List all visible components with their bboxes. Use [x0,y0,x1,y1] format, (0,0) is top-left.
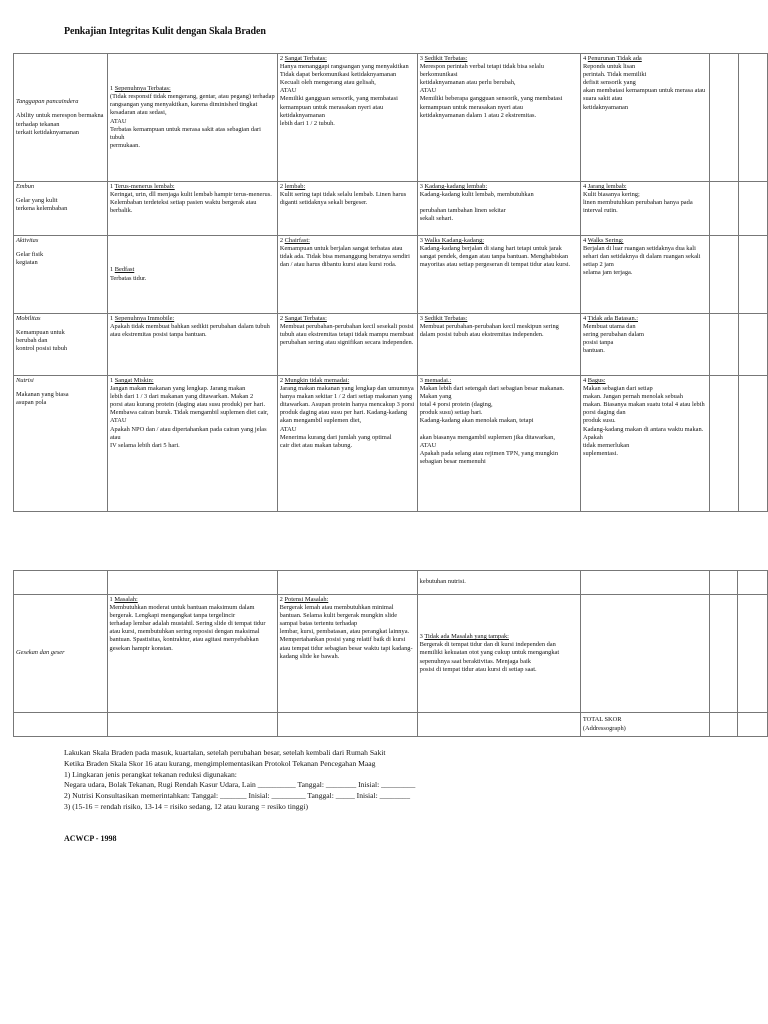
score-cell [580,314,709,376]
score-description: Merespon perintah verbal tetapi tidak bisa selalu berkomunikasi ketidaknyamanan atau perlu berubah, ATAU Memiliki beberapa gangguan sensorik, yang membatasi kemampuan untuk merasakan nyeri atau ketidaknyamanan dalam 1 atau 2 ekstremitas. [419,63,563,119]
empty-cell [580,595,709,713]
score-entry-cell[interactable] [738,236,767,314]
score-cell [417,182,580,236]
score-number: 4 [582,377,587,384]
score-number: 3 [419,55,423,62]
score-number: 1 [109,596,113,603]
score-number: 1 [109,85,114,93]
score-number: 3 [419,633,423,641]
category-name: Mobilitas [16,315,41,322]
score-cell [580,182,709,236]
score-heading: Tidak ada Masalah yang tampak: [424,633,509,641]
category-cell [14,376,108,512]
category-name: Tanggapan pancaindera [16,98,79,106]
score-cell [107,595,277,713]
score-cell [107,314,277,376]
score-description: Jarang makan makanan yang lengkap dan umumnya hanya makan sekitar 1 / 2 dari setiap makanan yang ditawarkan. Asupan protein hanya mencakup 3 porsi produk daging atau susu per hari. Kadang-kadang akan mengambil suplemen diet, ATAU Menerima kurang dari jumlah yang optimal cair diet atau makan tabung. [279,385,415,449]
score-heading: Walks Sering: [587,237,624,244]
braden-scale-table [13,53,768,512]
score-description: Kulit biasanya kering; linen membutuhkan perubahan hanya pada interval rutin. [582,191,693,215]
score-number: 1 [109,315,114,322]
category-name: Nutrisi [16,377,34,384]
category-name: Gesekan dan geser [16,649,65,657]
category-cell [14,236,108,314]
score-heading: Potensi Masalah: [284,596,329,603]
score-cell [277,376,417,512]
score-heading: Mungkin tidak memadai: [284,377,350,384]
score-description: Apakah tidak membuat bahkan sedikit perubahan dalam tubuh atau ekstremitas posisi tanpa bantuan. [109,323,270,339]
score-description: Membuat utama dan sering perubahan dalam posisi tanpa bantuan. [582,323,645,355]
score-heading: Sangat Terbatas: [284,55,327,62]
empty-cell [277,713,417,737]
table-row [14,376,768,512]
score-number: 3 [419,315,423,322]
empty-cell [417,713,580,737]
score-heading: Sedikit Terbatas: [424,55,468,62]
score-entry-cell[interactable] [710,571,738,595]
score-description: Berjalan di luar ruangan setidaknya dua kali sehari dan setidaknya di dalam ruangan sekali setiap 2 jam selama jam terjaga. [582,245,701,277]
score-number: 2 [279,55,284,62]
score-cell [580,54,709,182]
score-description: Kadang-kadang kulit lembab, membutuhkan perubahan tambahan linen sekitar sekali sehari. [419,191,534,223]
score-heading: Sangat Terbatas: [284,315,327,322]
table-row [14,54,768,182]
carry-over-text: kebutuhan nutrisi. [417,571,580,595]
score-cell [417,54,580,182]
score-heading: Penurunan Tidak ada [587,55,642,62]
score-heading: Tidak ada Batasan.: [587,315,639,322]
category-description: Makanan yang biasa asupan pola [16,391,69,407]
score-entry-cell[interactable] [738,595,768,713]
score-number: 1 [109,266,114,274]
score-heading: Walks Kadang-kadang: [424,237,485,244]
table-row [14,236,768,314]
score-entry-cell[interactable] [710,595,738,713]
category-cell [14,54,108,182]
score-cell [417,314,580,376]
score-number: 4 [582,183,587,190]
empty-cell [107,571,277,595]
score-number: 2 [279,237,284,244]
score-heading: Masalah: [114,596,138,603]
document-footer: ACWCP - 1998 [64,834,117,843]
score-entry-cell[interactable] [738,314,767,376]
instruction-line: 2) Nutrisi Konsultasikan memerintahkan: Tanggal: _______ Inisial: _________ Tanggal: _____ Inisial: ________ [64,791,411,801]
score-description: Reponds untuk lisan perintah. Tidak memiliki defisit sensorik yang akan membatasi kemampuan untuk merasa atau suara sakit atau ketidaknyamanan [582,63,706,111]
empty-cell [277,571,417,595]
total-score-cell [580,713,709,737]
score-description: Membutuhkan moderat untuk bantuan maksimum dalam bergerak. Lengkapi mengangkat tanpa tergelincir terhadap lembar adalah mustahil. Sering slide di tempat tidur atau kursi, membutuhkan sering reposisi dengan maksimal bantuan. Spastisitas, kontraktur, atau agitasi menyebabkan gesekan hampir konstan. [109,604,266,652]
score-number: 4 [582,237,587,244]
score-entry-cell[interactable] [738,54,767,182]
score-description: Keringat, urin, dll menjaga kulit lembab hampir terus-menerus. Kelembaban terdeteksi setiap pasien waktu bergerak atau berbalik. [109,191,272,215]
score-description: Hanya menanggapi rangsangan yang menyakitkan Tidak dapat berkomunikasi ketidaknyamanan Kecuali oleh mengerang atau gelisah, ATAU Memiliki gangguan sensorik, yang membatasi kemampuan untuk merasakan nyeri atau ketidaknyamanan lebih dari 1 / 2 tubuh. [279,63,409,127]
score-heading: Sepenuhnya Immobile: [114,315,175,322]
score-entry-cell[interactable] [738,571,768,595]
score-description: Kulit sering tapi tidak selalu lembab. Linen harus diganti setidaknya sekali bergeser. [279,191,407,207]
total-score-entry[interactable] [710,713,738,737]
table-row [14,713,768,737]
table-row [14,571,768,595]
table-row [14,182,768,236]
score-number: 3 [419,237,423,244]
score-cell [277,236,417,314]
score-number: 2 [279,596,283,603]
instruction-line: 3) (15-16 = rendah risiko, 13-14 = risiko sedang, 12 atau kurang = resiko tinggi) [64,801,308,811]
score-number: 1 [109,183,114,190]
instructions-block [64,748,415,813]
score-description: Makan sebagian dari setiap makan. Jangan pernah menolak sebuah makan. Biasanya makan suatu total 4 atau lebih porsi daging dan produk susu. Kadang-kadang makan di antara waktu makan. Apakah tidak memerlukan suplementasi. [582,385,705,457]
category-cell [14,595,108,713]
score-description: Terbatas tidur. [109,274,147,282]
score-description: (Tidak responsif tidak mengerang, gentar, atau pegang) terhadap rangsangan yang menyakitkan, karena diminished tingkat kesadaran atau sedasi, ATAU Terbatas kemampuan untuk merasa sakit atas sebagian dari tubuh permukaan. [109,93,275,149]
total-score-label: TOTAL SKOR [582,716,622,724]
empty-cell [14,713,108,737]
total-score-entry[interactable] [738,713,768,737]
score-number: 2 [279,377,284,384]
score-cell [580,236,709,314]
score-heading: Sedikit Terbatas: [424,315,468,322]
score-entry-cell[interactable] [710,236,738,314]
score-number: 2 [279,315,284,322]
score-cell [277,54,417,182]
category-cell [14,182,108,236]
score-heading: Bagus: [587,377,606,384]
category-name: Aktivitas [16,237,39,244]
score-entry-cell[interactable] [738,182,767,236]
score-description: Membuat perubahan-perubahan kecil sesekali posisi tubuh atau ekstremitas tetapi tidak mampu membuat perubahan sering atau signifikan secara independen. [279,323,414,347]
category-cell [14,314,108,376]
score-description: Kadang-kadang berjalan di siang hari tetapi untuk jarak sangat pendek, dengan atau tanpa bantuan. Menghabiskan mayoritas atau setiap pergeseran di tempat tidur atau kursi. [419,245,571,269]
braden-scale-table-continued [13,570,768,737]
score-cell [277,314,417,376]
score-heading: Terus-menerus lembab: [114,183,175,190]
score-cell [580,376,709,512]
score-number: 4 [582,55,587,62]
addressograph-label: (Addressograph) [582,724,626,732]
score-heading: Kadang-kadang lembab: [424,183,488,190]
score-description: Kemampuan untuk berjalan sangat terbatas atau tidak ada. Tidak bisa menanggung beratnya sendiri dan / atau harus dibantu kursi atau kursi roda. [279,245,410,269]
score-heading: Sepenuhnya Terbatas: [114,85,171,93]
score-number: 2 [279,183,284,190]
score-number: 3 [419,377,423,384]
score-cell [417,595,580,713]
score-cell [417,236,580,314]
score-heading: Sangat Miskin: [114,377,154,384]
score-cell [277,595,417,713]
empty-cell [107,713,277,737]
score-heading: Chairfast: [284,237,310,244]
category-description: Gelar yang kulit terkena kelembaban [16,197,68,213]
score-heading: memadai.: [424,377,452,384]
category-name: Embun [16,183,35,190]
page-title: Penkajian Integritas Kulit dengan Skala Braden [64,26,266,37]
score-number: 3 [419,183,423,190]
score-cell [107,182,277,236]
score-number: 1 [109,377,114,384]
score-description: Makan lebih dari setengah dari sebagian besar makanan. Makan yang total 4 porsi protein (daging, produk susu) setiap hari. Kadang-kadang akan menolak makan, tetapi akan biasanya mengambil suplemen jika ditawarkan, ATAU Apakah pada selang atau rejimen TPN, yang mungkin sebagian besar memenuhi [419,385,565,465]
category-description: Ability untuk merespon bermakna terhadap tekanan terkait ketidaknyamanan [16,112,104,136]
table-row [14,595,768,713]
score-description: Bergerak di tempat tidur dan di kursi independen dan memiliki kekuatan otot yang cukup untuk mengangkat sepenuhnya saat beraktivitas. Menjaga baik posisi di tempat tidur atau kursi di setiap saat. [419,641,560,673]
instruction-line: Negara udara, Bolak Tekanan, Rugi Rendah Kasur Udara, Lain __________ Tanggal: ________ Inisial: _________ [64,780,416,790]
table-row [14,314,768,376]
score-cell [107,376,277,512]
empty-cell [14,571,108,595]
empty-cell [580,571,709,595]
score-entry-cell[interactable] [710,182,738,236]
score-cell [417,376,580,512]
score-description: Membuat perubahan-perubahan kecil meskipun sering dalam posisi tubuh atau ekstremitas independen. [419,323,559,339]
instruction-line: 1) Lingkaran jenis perangkat tekanan reduksi digunakan: [64,769,237,779]
score-cell [277,182,417,236]
score-entry-cell[interactable] [710,54,738,182]
score-cell [107,54,277,182]
score-heading: Jarang lembab: [587,183,627,190]
score-description: Jangan makan makanan yang lengkap. Jarang makan lebih dari 1 / 3 dari makanan yang ditawarkan. Makan 2 porsi atau kurang protein (daging atau susu produk) per hari. Membawa cairan buruk. Tidak mengambil suplemen diet cair, ATAU Apakah NPO dan / atau dipertahankan pada cairan yang jelas atau IV selama lebih dari 5 hari. [109,385,269,449]
score-heading: lembab: [284,183,306,190]
category-description: Kemampuan untuk berubah dan kontrol posisi tubuh [16,329,68,353]
category-description: Gelar fisik kegiatan [16,251,44,267]
instruction-line: Lakukan Skala Braden pada masuk, kuartalan, setelah perubahan besar, setelah kembali dari Rumah Sakit [64,748,386,757]
score-entry-cell[interactable] [710,314,738,376]
score-number: 4 [582,315,587,322]
score-entry-cell[interactable] [738,376,767,512]
instruction-line: Ketika Braden Skala Skor 16 atau kurang, mengimplementasikan Protokol Tekanan Pencegahan Maag [64,758,376,768]
score-entry-cell[interactable] [710,376,738,512]
score-description: Bergerak lemah atau membutuhkan minimal bantuan. Selama kulit bergerak mungkin slide sampai batas tertentu terhadap lembar, kursi, pembatasan, atau perangkat lainnya. Mempertahankan posisi yang relatif baik di kursi atau tempat tidur sebagian besar waktu tapi kadang-kadang slide ke bawah. [279,604,413,660]
score-cell [107,236,277,314]
score-heading: Bedfast [114,266,135,274]
